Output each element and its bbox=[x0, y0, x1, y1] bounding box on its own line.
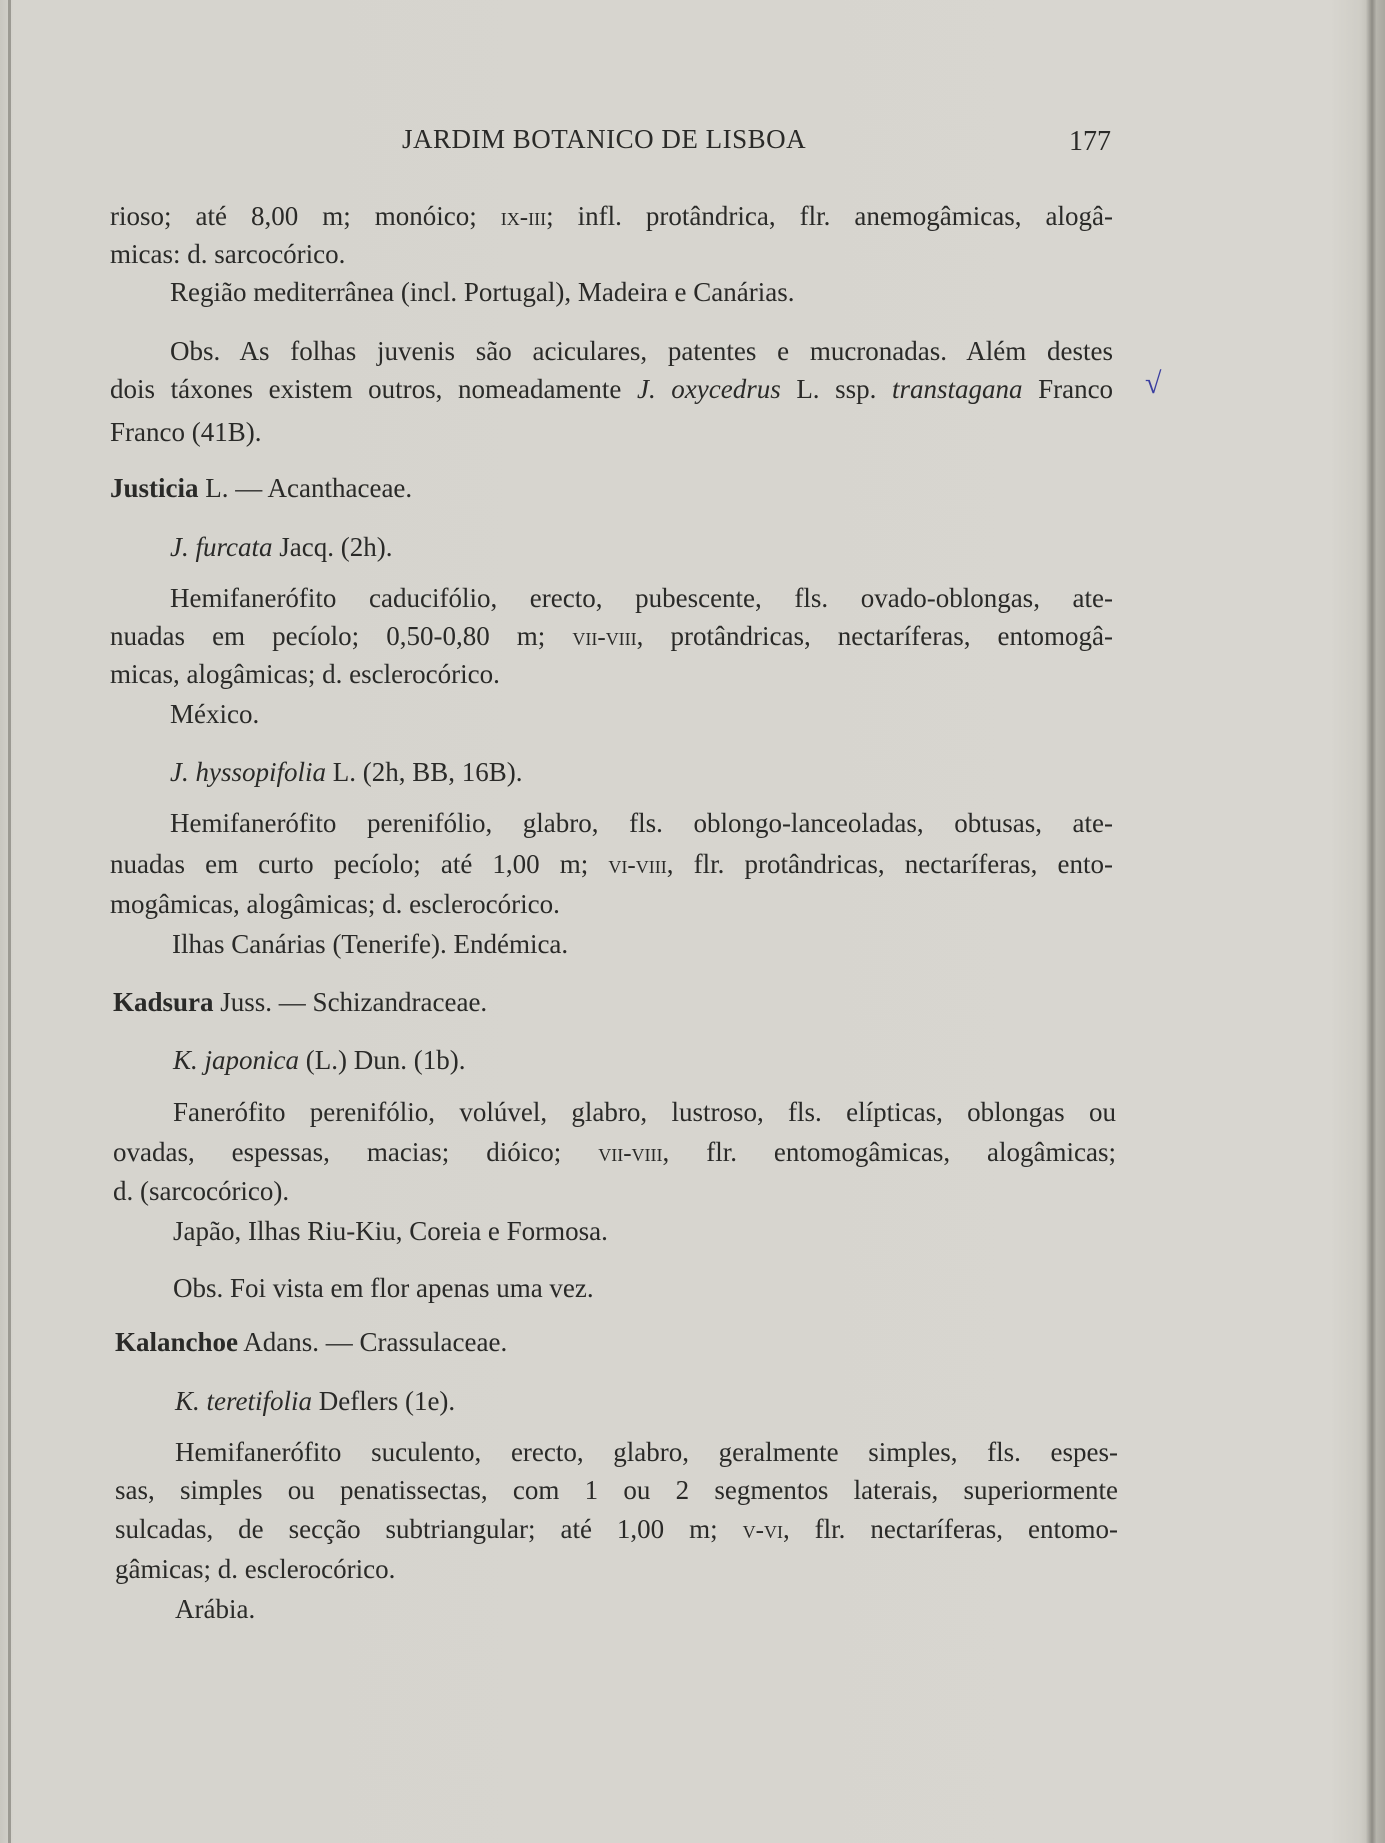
text-line: Hemifanerófito caducifólio, erecto, pubescente, fls. ovado-oblongas, ate- bbox=[170, 583, 1113, 613]
text-line: micas, alogâmicas; d. esclerocórico. bbox=[110, 659, 500, 689]
text-line: México. bbox=[170, 699, 260, 729]
page-header bbox=[0, 124, 1385, 164]
text-line: Hemifanerófito suculento, erecto, glabro, geralmente simples, fls. espes- bbox=[175, 1437, 1118, 1467]
text-line: Arábia. bbox=[175, 1594, 256, 1624]
species-heading: J. furcata Jacq. (2h). bbox=[170, 532, 393, 562]
text-line: d. (sarcocórico). bbox=[113, 1176, 290, 1206]
species-heading: J. hyssopifolia L. (2h, BB, 16B). bbox=[170, 757, 523, 787]
genus-heading: Kadsura Juss. — Schizandraceae. bbox=[113, 987, 488, 1017]
text-line: Obs. As folhas juvenis são aciculares, patentes e mucronadas. Além destes bbox=[170, 336, 1113, 366]
text-line: Ilhas Canárias (Tenerife). Endémica. bbox=[172, 929, 569, 959]
species-heading: K. teretifolia Deflers (1e). bbox=[175, 1386, 456, 1416]
text-line: sulcadas, de secção subtriangular; até 1,00 m; v-vi, flr. nectaríferas, entomo- bbox=[115, 1514, 1118, 1544]
genus-heading: Justicia L. — Acanthaceae. bbox=[110, 473, 413, 503]
text-line: gâmicas; d. esclerocórico. bbox=[115, 1554, 396, 1584]
species-heading: K. japonica (L.) Dun. (1b). bbox=[173, 1045, 466, 1075]
text-line: mogâmicas, alogâmicas; d. esclerocórico. bbox=[110, 889, 560, 919]
running-title: JARDIM BOTANICO DE LISBOA bbox=[402, 124, 807, 154]
text-line: Hemifanerófito perenifólio, glabro, fls. oblongo-lanceoladas, obtusas, ate- bbox=[170, 808, 1113, 838]
text-line: ovadas, espessas, macias; dióico; vii-viii, flr. entomogâmicas, alogâmicas; bbox=[113, 1137, 1116, 1167]
page-edge-left bbox=[8, 0, 11, 1843]
text-line: Japão, Ilhas Riu-Kiu, Coreia e Formosa. bbox=[173, 1216, 608, 1246]
text-line: dois táxones existem outros, nomeadamente J. oxycedrus L. ssp. transtagana Franco bbox=[110, 374, 1114, 404]
text-line: Região mediterrânea (incl. Portugal), Madeira e Canárias. bbox=[170, 277, 795, 307]
text-line: micas: d. sarcocórico. bbox=[110, 239, 346, 269]
page-number: 177 bbox=[1069, 126, 1111, 157]
margin-checkmark: √ bbox=[1145, 367, 1162, 400]
text-line: Obs. Foi vista em flor apenas uma vez. bbox=[173, 1273, 594, 1303]
text-line: nuadas em pecíolo; 0,50-0,80 m; vii-viii, protândricas, nectaríferas, entomogâ- bbox=[110, 621, 1113, 651]
text-line: Fanerófito perenifólio, volúvel, glabro, lustroso, fls. elípticas, oblongas ou bbox=[173, 1097, 1116, 1127]
text-line: rioso; até 8,00 m; monóico; ix-iii; infl. protândrica, flr. anemogâmicas, alogâ- bbox=[110, 201, 1113, 231]
page-edge-right bbox=[1366, 0, 1376, 1843]
genus-heading: Kalanchoe Adans. — Crassulaceae. bbox=[115, 1327, 508, 1357]
text-line: nuadas em curto pecíolo; até 1,00 m; vi-viii, flr. protândricas, nectaríferas, ento- bbox=[110, 849, 1113, 879]
text-line: Franco (41B). bbox=[110, 417, 262, 447]
text-line: sas, simples ou penatissectas, com 1 ou 2 segmentos laterais, superiormente bbox=[115, 1475, 1118, 1505]
